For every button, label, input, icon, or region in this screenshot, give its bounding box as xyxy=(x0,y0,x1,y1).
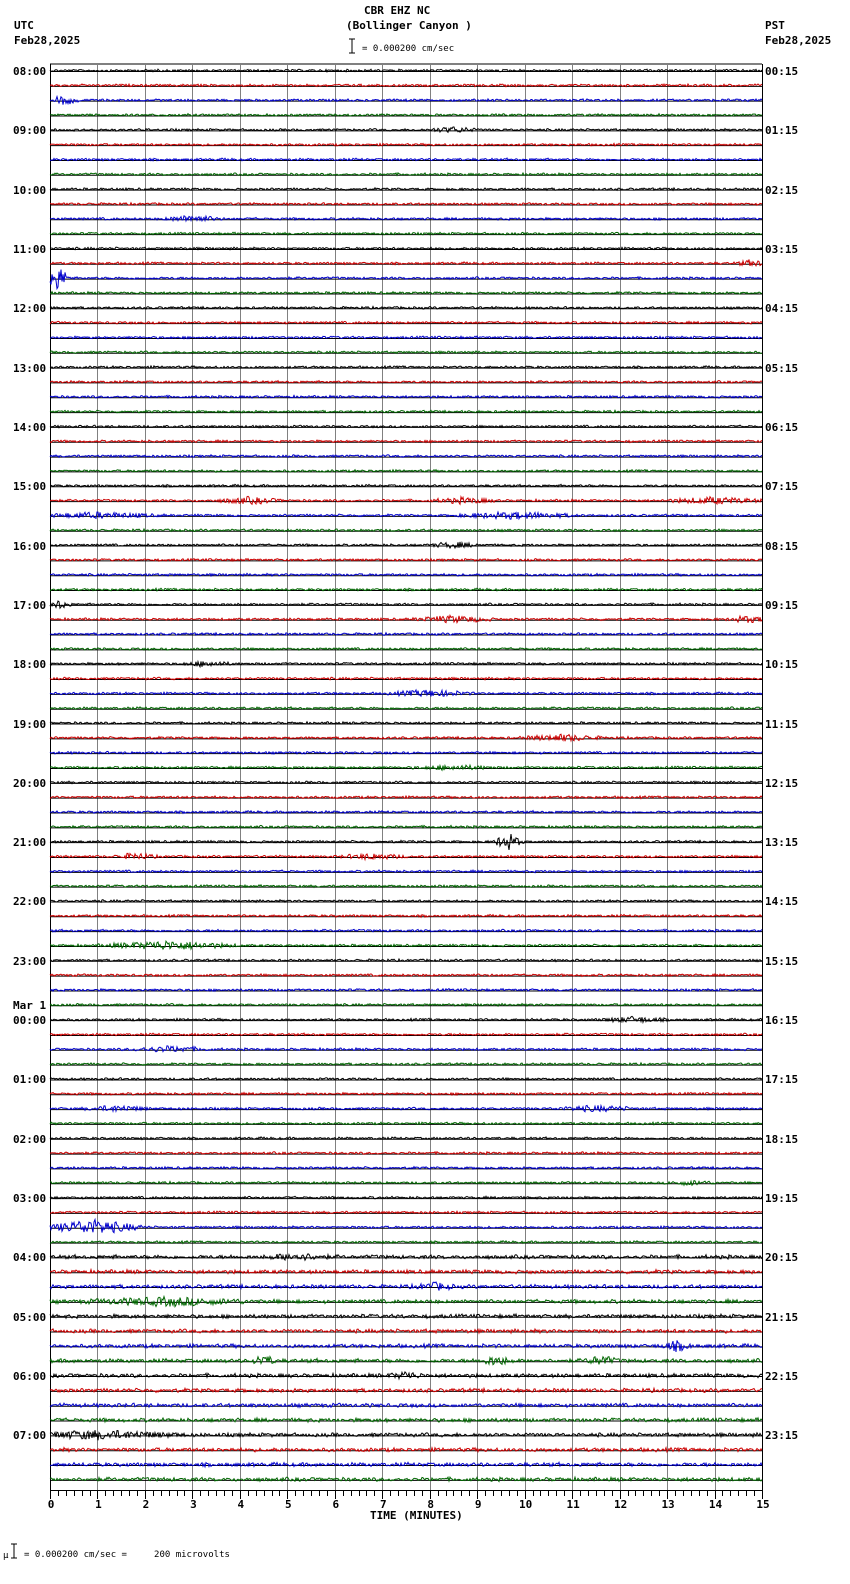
utc-time-label: 09:00 xyxy=(13,124,47,138)
x-tick-label: 8 xyxy=(427,1498,435,1511)
utc-time-label: 23:00 xyxy=(13,954,47,968)
x-tick-label: 2 xyxy=(142,1498,150,1511)
pst-time-label: 10:15 xyxy=(765,658,799,672)
utc-time-label: 18:00 xyxy=(13,658,47,672)
pst-time-label: 09:15 xyxy=(765,598,799,612)
utc-time-label: 10:00 xyxy=(13,183,47,197)
pst-time-label: 18:15 xyxy=(765,1132,799,1146)
utc-time-label: 08:00 xyxy=(13,65,47,78)
utc-time-label: 21:00 xyxy=(13,836,47,850)
x-tick-label: 3 xyxy=(190,1498,197,1511)
utc-time-label: 04:00 xyxy=(13,1251,47,1265)
utc-time-label: 07:00 xyxy=(13,1429,47,1443)
x-tick-label: 6 xyxy=(332,1498,340,1511)
pst-time-label: 12:15 xyxy=(765,776,799,790)
pst-time-label: 15:15 xyxy=(765,954,799,968)
station-title: CBR EHZ NC xyxy=(364,4,431,17)
pst-time-label: 06:15 xyxy=(765,420,799,434)
x-axis-label: TIME (MINUTES) xyxy=(370,1509,463,1522)
utc-time-label: 05:00 xyxy=(13,1310,47,1324)
pst-time-label: 19:15 xyxy=(765,1192,799,1206)
pst-time-label: 23:15 xyxy=(765,1429,799,1443)
pst-time-label: 07:15 xyxy=(765,480,799,494)
left-timezone: UTC xyxy=(14,19,34,32)
x-tick-label: 0 xyxy=(47,1498,55,1511)
pst-time-label: 08:15 xyxy=(765,539,799,553)
utc-time-label: 17:00 xyxy=(13,598,47,612)
pst-time-label: 02:15 xyxy=(765,183,799,197)
station-location: (Bollinger Canyon ) xyxy=(346,19,472,32)
right-date: Feb28,2025 xyxy=(765,34,832,47)
utc-time-label: 19:00 xyxy=(13,717,47,731)
utc-time-label: 15:00 xyxy=(13,480,47,494)
pst-time-label: 21:15 xyxy=(765,1310,799,1324)
pst-time-label: 11:15 xyxy=(765,717,799,731)
utc-time-label: 16:00 xyxy=(13,539,47,553)
pst-time-label: 03:15 xyxy=(765,242,799,256)
utc-time-label: 02:00 xyxy=(13,1132,47,1146)
x-tick-label: 11 xyxy=(566,1498,580,1511)
micro-glyph: μ xyxy=(3,1551,9,1561)
utc-time-label: 11:00 xyxy=(13,242,47,256)
pst-time-label: 04:15 xyxy=(765,302,799,316)
pst-time-label: 05:15 xyxy=(765,361,799,375)
pst-time-label: 20:15 xyxy=(765,1251,799,1265)
x-tick-label: 12 xyxy=(613,1498,628,1511)
x-tick-label: 1 xyxy=(95,1498,102,1511)
pst-time-label: 13:15 xyxy=(765,836,799,850)
utc-time-label: 20:00 xyxy=(13,776,47,790)
pst-time-label: 01:15 xyxy=(765,124,799,138)
x-tick-label: 7 xyxy=(379,1498,387,1511)
footer-scale-bar-icon xyxy=(10,1543,20,1563)
x-tick-label: 14 xyxy=(708,1498,723,1511)
x-tick-label: 10 xyxy=(519,1498,533,1511)
left-date: Feb28,2025 xyxy=(14,34,81,47)
pst-time-label: 16:15 xyxy=(765,1014,799,1028)
x-tick-label: 15 xyxy=(756,1498,770,1511)
utc-time-label: 12:00 xyxy=(13,302,47,316)
date-change-label: Mar 1 xyxy=(13,999,47,1013)
pst-time-label: 17:15 xyxy=(765,1073,799,1087)
utc-time-label: 03:00 xyxy=(13,1192,47,1206)
utc-time-label: 14:00 xyxy=(13,420,47,434)
footer-scale-text: = 0.000200 cm/sec = 200 microvolts xyxy=(24,1550,230,1560)
utc-time-label: 00:00 xyxy=(13,1014,47,1028)
x-tick-label: 9 xyxy=(474,1498,482,1511)
right-timezone: PST xyxy=(765,19,785,32)
pst-time-label: 14:15 xyxy=(765,895,799,909)
x-tick-label: 5 xyxy=(285,1498,292,1511)
x-tick-label: 4 xyxy=(237,1498,245,1511)
utc-time-label: 13:00 xyxy=(13,361,47,375)
x-tick-label: 13 xyxy=(661,1498,675,1511)
utc-time-label: 06:00 xyxy=(13,1370,47,1384)
scale-text: = 0.000200 cm/sec xyxy=(362,44,455,54)
utc-time-label: 01:00 xyxy=(13,1073,47,1087)
pst-time-label: 22:15 xyxy=(765,1370,799,1384)
utc-time-label: 22:00 xyxy=(13,895,47,909)
pst-time-label: 00:15 xyxy=(765,65,799,78)
